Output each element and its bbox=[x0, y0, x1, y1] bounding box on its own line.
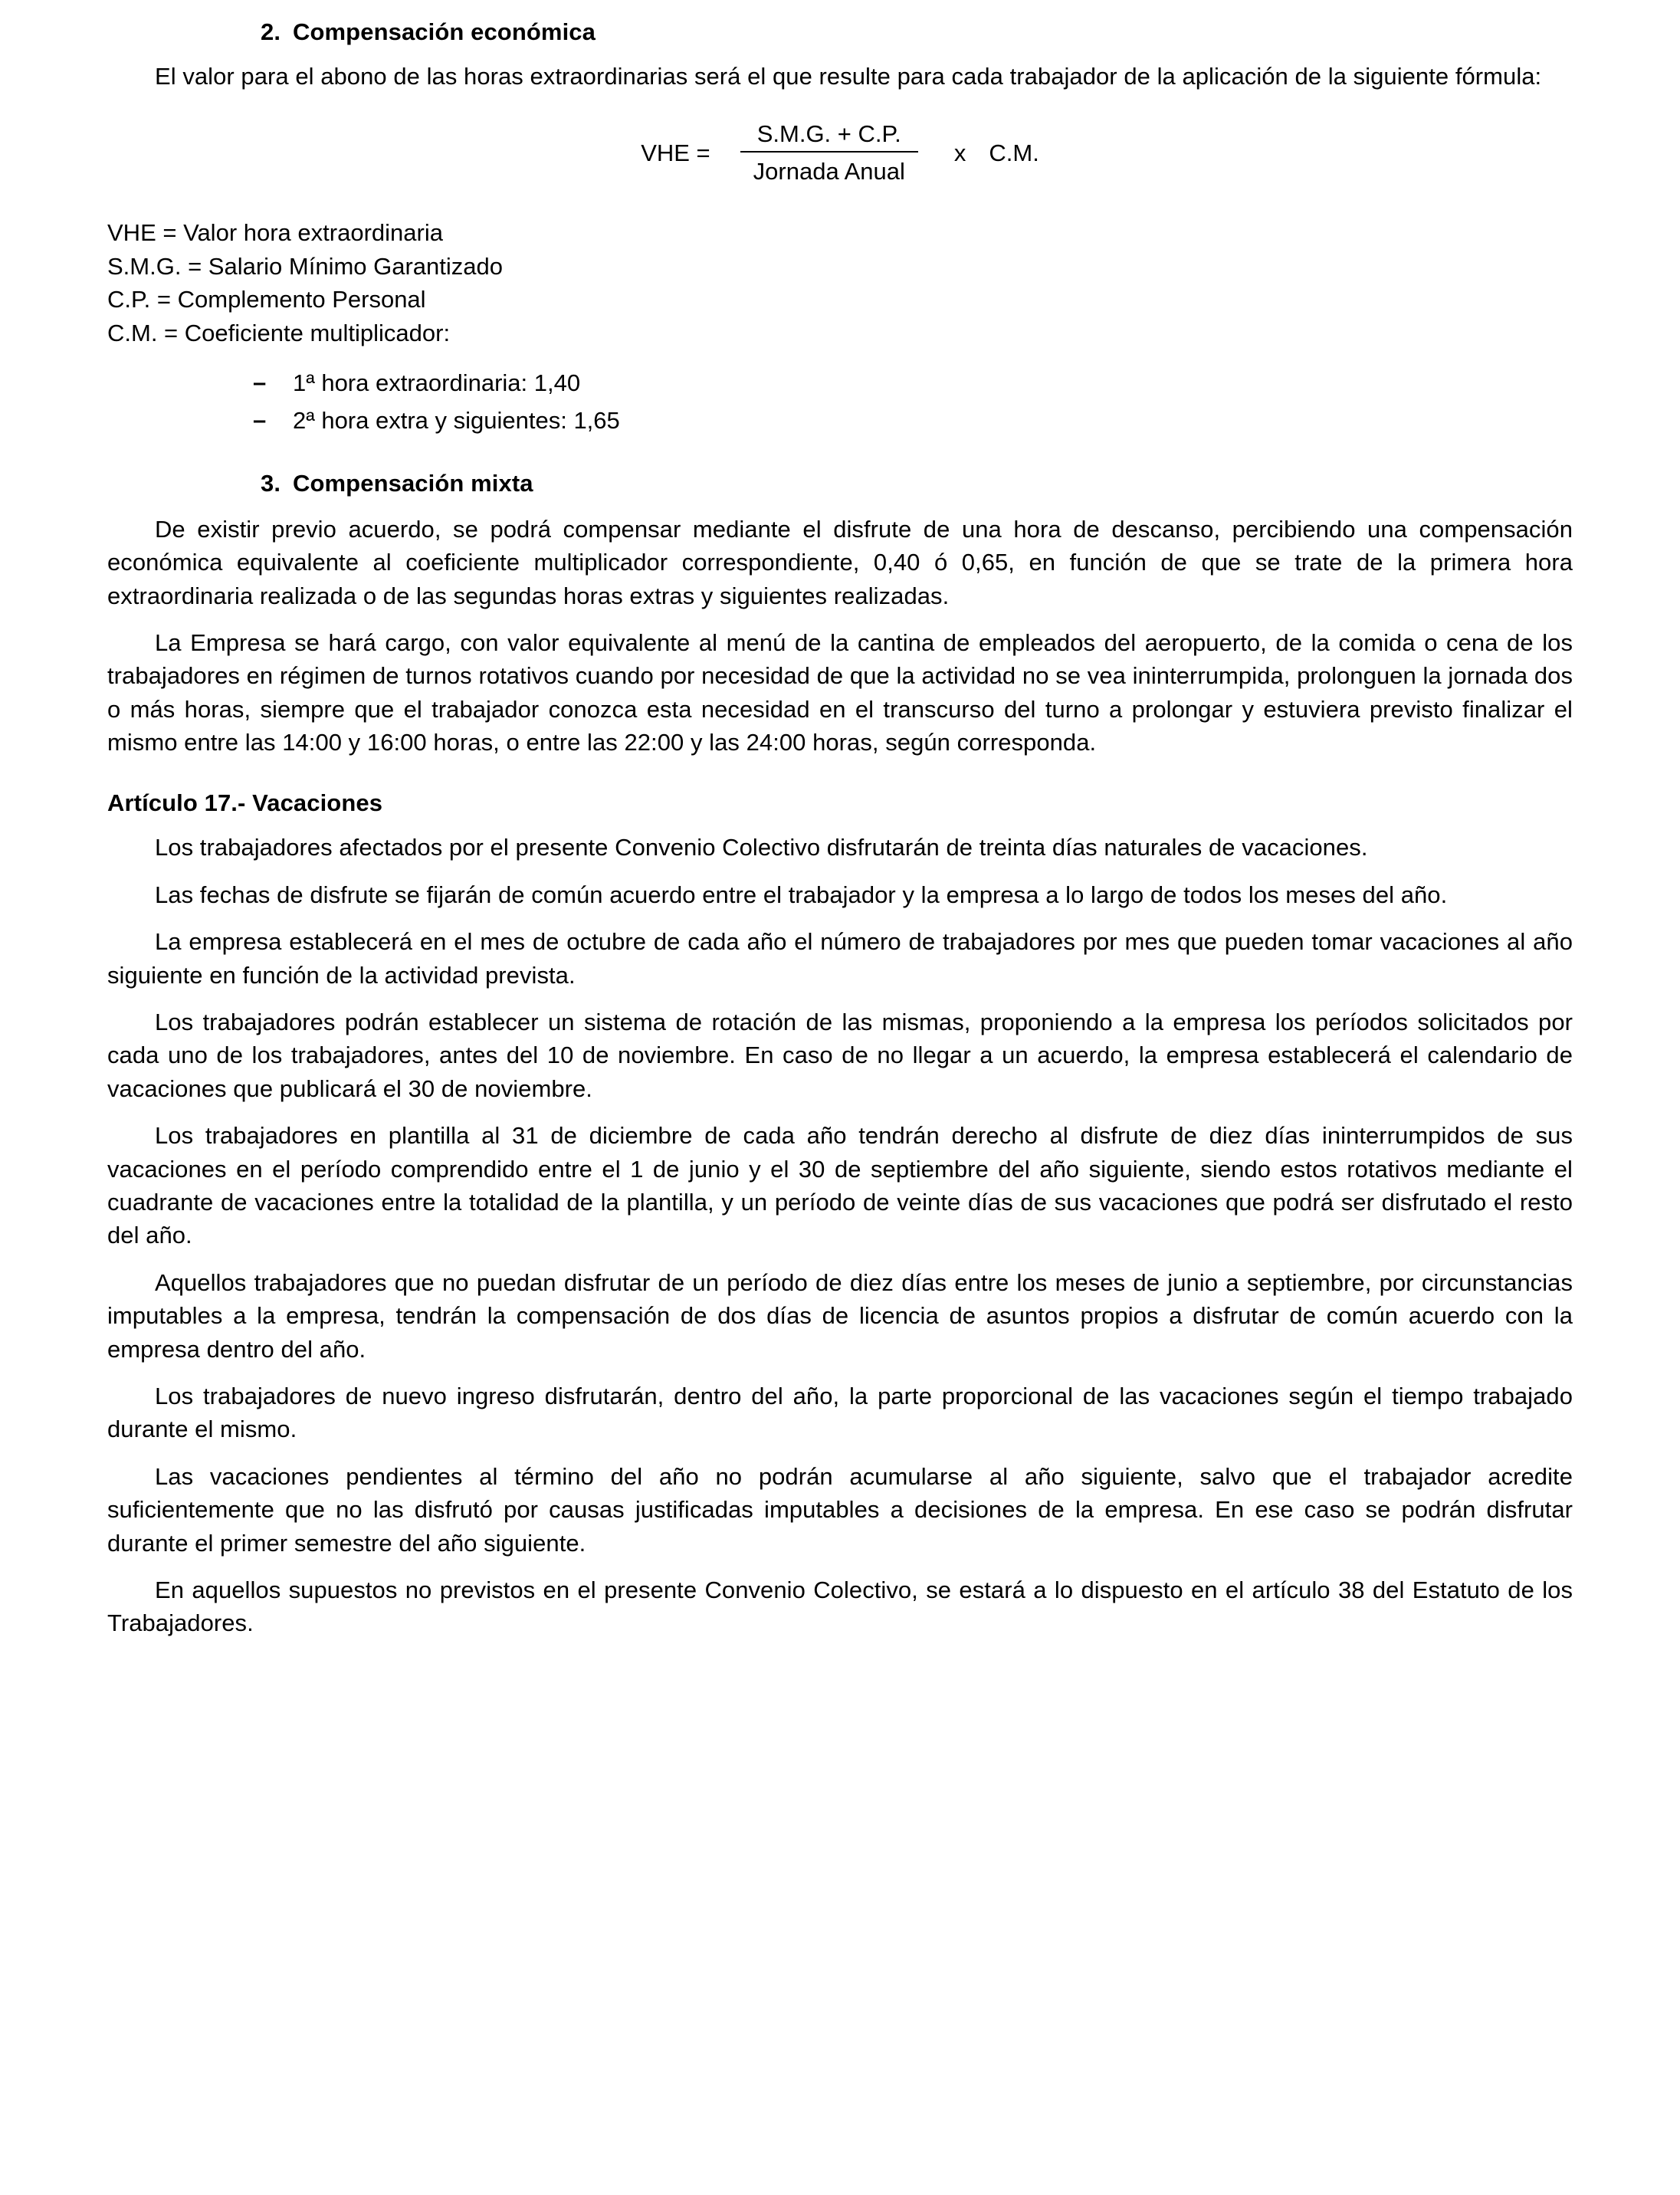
section-2-title: Compensación económica bbox=[293, 18, 596, 45]
definition-cp: C.P. = Complemento Personal bbox=[107, 286, 426, 313]
formula-left-side: VHE = bbox=[641, 139, 710, 166]
article-17-paragraph-5: Los trabajadores en plantilla al 31 de diciembre de cada año tendrán derecho al disfrute de diez días ininterrumpidos de sus vacaciones en el período comprendido entre el 1 de junio y el 30 de septiembre del año siguiente, siendo estos rotativos mediante el cuadrante de vacaciones entre la totalidad de la plantilla, y un período de veinte días de sus vacaciones que podrá ser disfrutado el resto del año. bbox=[107, 1122, 1573, 1249]
section-3-paragraph-2: La Empresa se hará cargo, con valor equivalente al menú de la cantina de empleados del aeropuerto, de la comida o cena de los trabajadores en régimen de turnos rotativos cuando por necesidad de que la actividad no se vea ininterrumpida, prolonguen la jornada dos o más horas, siempre que el trabajador conozca esta necesidad en el transcurso del turno a prolongar y estuviera previsto finalizar el mismo entre las 14:00 y 16:00 horas, o entre las 22:00 y las 24:00 horas, según corresponda. bbox=[107, 628, 1573, 756]
formula-vhe bbox=[107, 120, 1573, 185]
definition-smg: S.M.G. = Salario Mínimo Garantizado bbox=[107, 252, 504, 280]
formula-right-side: C.M. bbox=[989, 139, 1039, 166]
coefficient-list bbox=[107, 366, 1573, 438]
article-17-paragraph-8: Las vacaciones pendientes al término del año no podrán acumularse al año siguiente, salvo que el trabajador acredite suficientemente que no las disfrutó por causas justificadas imputables a decisiones de la empresa. En ese caso se podrán disfrutar durante el primer semestre del año siguiente. bbox=[107, 1462, 1573, 1557]
list-item: – 2ª hora extra y siguientes: 1,65 bbox=[253, 404, 1573, 437]
section-3-number: 3. bbox=[261, 469, 281, 497]
section-3-title: Compensación mixta bbox=[293, 469, 533, 497]
article-17-paragraph-7: Los trabajadores de nuevo ingreso disfrutarán, dentro del año, la parte proporcional de las vacaciones según el tiempo trabajado durante el mismo. bbox=[107, 1382, 1573, 1443]
article-17-paragraph-9: En aquellos supuestos no previstos en el presente Convenio Colectivo, se estará a lo dispuesto en el artículo 38 del Estatuto de los Trabajadores. bbox=[107, 1576, 1573, 1637]
list-item: – 1ª hora extraordinaria: 1,40 bbox=[253, 366, 1573, 399]
section-2-number: 2. bbox=[261, 18, 281, 45]
section-2-heading bbox=[107, 18, 1573, 46]
section-3-paragraph-1: De existir previo acuerdo, se podrá compensar mediante el disfrute de una hora de descanso, percibiendo una compensación económica equivalente al coeficiente multiplicador correspondiente, 0,40 ó 0,65, en función de que se trate de la primera hora extraordinaria realizada o de las segundas horas extras y siguientes realizadas. bbox=[107, 515, 1573, 609]
article-17-paragraph-2: Las fechas de disfrute se fijarán de común acuerdo entre el trabajador y la empresa a lo largo de todos los meses del año. bbox=[155, 881, 1448, 908]
formula-numerator: S.M.G. + C.P. bbox=[740, 120, 918, 153]
article-17-paragraph-3: La empresa establecerá en el mes de octubre de cada año el número de trabajadores por mes que pueden tomar vacaciones al año siguiente en función de la actividad prevista. bbox=[107, 928, 1573, 989]
article-17-paragraph-4: Los trabajadores podrán establecer un sistema de rotación de las mismas, proponiendo a la empresa los períodos solicitados por cada uno de los trabajadores, antes del 10 de noviembre. En caso de no llegar a un acuerdo, la empresa establecerá el calendario de vacaciones que publicará el 30 de noviembre. bbox=[107, 1009, 1573, 1102]
formula-definitions bbox=[107, 216, 1573, 349]
article-17-paragraph-6: Aquellos trabajadores que no puedan disfrutar de un período de diez días entre los meses de junio a septiembre, por circunstancias imputables a la empresa, tendrán la compensación de dos días de licencia de asuntos propios a disfrutar de común acuerdo con la empresa dentro del año. bbox=[107, 1268, 1573, 1363]
formula-fraction bbox=[737, 120, 922, 185]
section-2-intro-paragraph: El valor para el abono de las horas extraordinarias será el que resulte para cada trabajador de la aplicación de la siguiente fórmula: bbox=[155, 63, 1542, 90]
definition-cm: C.M. = Coeficiente multiplicador: bbox=[107, 319, 451, 346]
article-17-paragraph-1: Los trabajadores afectados por el presente Convenio Colectivo disfrutarán de treinta días naturales de vacaciones. bbox=[155, 834, 1368, 861]
definition-vhe: VHE = Valor hora extraordinaria bbox=[107, 219, 443, 247]
section-3-heading bbox=[107, 470, 1573, 497]
formula-denominator: Jornada Anual bbox=[753, 158, 905, 185]
formula-operator: x bbox=[953, 139, 966, 166]
article-17-heading: Artículo 17.- Vacaciones bbox=[107, 789, 383, 817]
